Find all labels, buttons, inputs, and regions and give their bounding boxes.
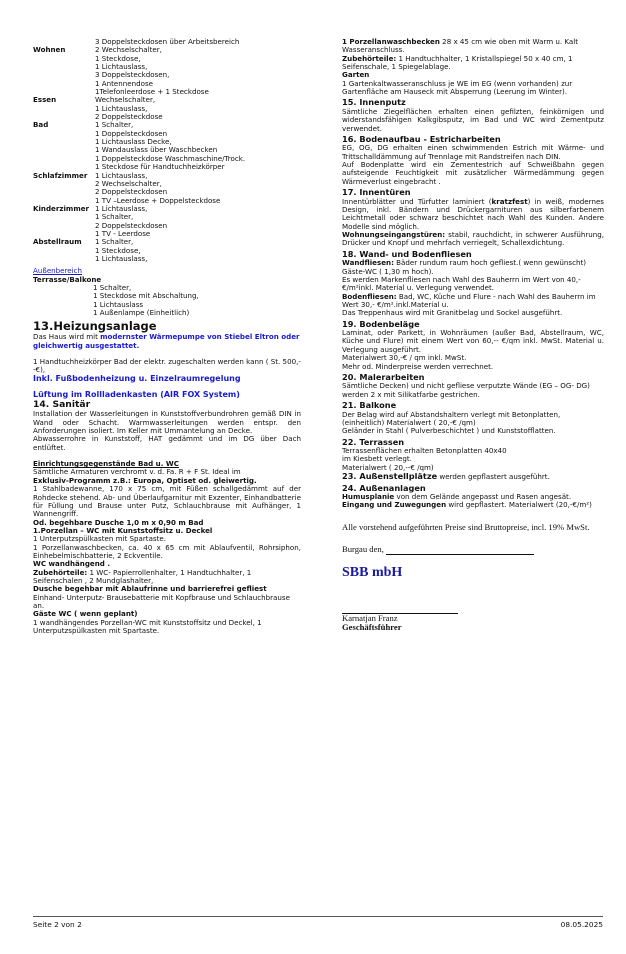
section-16-text-a: EG, OG, DG erhalten einen schwimmenden Estrich mit Wärme- und Trittschalldämmung auf Trennlage mit Randstreifen nach DIN. <box>342 143 604 161</box>
section-16-text-b: Auf Bodenplatte wird ein Zementestrich auf Schweißbahn gegen aufsteigende Feuchtigkeit mit zusätzlicher Wärmedämmung gegen Wärmeverlust eingebracht . <box>342 160 604 186</box>
section-17-doors: Wohnungseingangstüren: stabil, rauchdicht, in schwerer Ausführung, Drücker und Knopf und mehrfach verriegelt, Schallexdichtung. <box>342 230 604 248</box>
signer-name: Karnatjan Franz <box>342 613 398 624</box>
outlet-item: 1 Doppelsteckdose Waschmaschine/Trock. <box>95 153 246 163</box>
outlet-item: 1 Schalter, <box>95 212 134 222</box>
outlet-item: 1 Lichtauslass Decke, <box>95 137 172 147</box>
section-15-text: Sämtliche Ziegelflächen erhalten einen gefilzten, feinkörnigen und widerstandsfähigen Kalkgibsputz, im Bad und WC wird Zementputz verwendet. <box>342 106 604 133</box>
right-p2: Zubehörteile: 1 Handtuchhalter, 1 Kristallspiegel 50 x 40 cm, 1 Seifenschale, 1 Spiegelablage. <box>342 53 573 72</box>
sanitaer-p6: 1 Porzellanwaschbecken, ca. 40 x 65 cm mit Ablaufventil, Rohrsiphon, Einhebelmischbatterie, 2 Eckventile. <box>33 542 301 560</box>
room-label: Abstellraum <box>33 237 82 247</box>
sanitaer-p3b: Exklusiv-Programm z.B.: Europa, Optiset od. gleiwertig. <box>33 475 257 485</box>
outlet-item: 1 Schalter, <box>95 237 134 247</box>
section-18-treppe: Das Treppenhaus wird mit Granitbelag und Sockel ausgeführt. <box>342 308 563 318</box>
sanitaer-p5: 1.Porzellan – WC mit Kunststoffsitz u. Deckel <box>33 525 213 535</box>
outlet-item: 1 Schalter, <box>95 120 134 130</box>
room-spacer <box>33 63 95 71</box>
outlet-item: 3 Doppelsteckdosen, <box>95 70 170 80</box>
room-label: Schlafzimmer <box>33 170 88 180</box>
room-spacer <box>33 71 95 79</box>
ort-datum-line: Burgau den, <box>342 544 604 555</box>
heizung-text: Das Haus wird mit modernster Wärmepumpe von Stiebel Eltron oder gleichwertig ausgestattet. <box>33 332 300 350</box>
outlet-item: 1 Doppelsteckdosen <box>95 128 168 138</box>
section-21-title: 21. Balkone <box>342 400 397 411</box>
sanitaer-p9: Dusche begehbar mit Ablaufrinne und barrierefrei gefliest <box>33 584 267 594</box>
outlet-item: 1 Steckdose, <box>95 245 141 255</box>
section-19-text-b: Materialwert 30,-€ / qm inkl. MwSt. <box>342 353 467 363</box>
section-15-title: 15. Innenputz <box>342 97 406 108</box>
room-label: Essen <box>33 95 57 105</box>
room-spacer <box>33 255 95 263</box>
room-spacer <box>33 105 95 113</box>
lueftung-text: Lüftung im Rollladenkasten (AIR FOX System) <box>33 390 240 400</box>
outlet-item: 1 TV - Leerdose <box>95 228 151 238</box>
electrical-list <box>33 38 301 263</box>
section-21-text-b: Geländer in Stahl ( Pulverbeschichtet ) und Kunststofflatten. <box>342 426 556 436</box>
outlet-item: 2 Wechselschalter, <box>95 178 162 188</box>
company-signature: SBB mbH <box>342 564 403 580</box>
outlet-item: 1 Lichtauslass, <box>95 103 148 113</box>
terrasse-heading: Terrasse/Balkone <box>33 274 102 284</box>
page-number: Seite 2 von 2 <box>33 920 82 929</box>
room-spacer <box>33 222 95 230</box>
outlet-item: 1 Lichtauslass, <box>95 203 148 213</box>
section-19-title: 19. Bodenbeläge <box>342 318 420 329</box>
aussen-item: 1 Lichtauslass <box>93 299 144 309</box>
section-20-text: Sämtliche Decken) und nicht gefliese verputzte Wände (EG – OG- DG) werden 2 x mit Silikatfarbe gestrichen. <box>342 381 590 399</box>
right-p1: 1 Porzellanwaschbecken 28 x 45 cm wie oben mit Warm u. Kalt Wasseranschluss. <box>342 37 579 55</box>
outlet-item: 2 Doppelsteckdosen <box>95 187 168 197</box>
room-spacer <box>33 130 95 138</box>
section-21-text-a: Der Belag wird auf Abstandshaltern verlegt mit Betonplatten, (einheitlich) Materialwert ( 20,-€ /qm) <box>342 409 561 427</box>
preise-text: Alle vorstehend aufgeführten Preise sind Bruttopreise, incl. 19% MwSt. <box>342 521 590 532</box>
room-label: Bad <box>33 120 49 130</box>
aussen-item: 1 Schalter, <box>93 282 132 292</box>
signer-role: Geschäftsführer <box>342 622 402 633</box>
sanitaer-p11: Gäste WC ( wenn geplant) <box>33 609 138 619</box>
section-18-boden: Bodenfliesen: Bad, WC, Küche und Flure - nach Wahl des Bauherrn im Wert 30,- €/m².inkl.Material u. <box>342 291 596 309</box>
sanitaer-title: 14. Sanitär <box>33 399 91 411</box>
section-18-wand: Wandfliesen: Bäder rundum raum hoch gefliest.( wenn gewünscht) Gäste-WC ( 1,30 m hoch). <box>342 258 587 276</box>
section-24-title: 24. Außenanlagen <box>342 482 426 493</box>
heizung-title: 13.Heizungsanlage <box>33 319 157 334</box>
aussenbereich-link[interactable]: Außenbereich <box>33 266 83 276</box>
section-24-text-a: Humusplanie von dem Gelände angepasst und Rasen angesät. <box>342 492 572 502</box>
outlet-item: 1Telefonleerdose + 1 Steckdose <box>95 87 209 97</box>
section-22-text-a: Terrassenflächen erhalten Betonplatten 40x40 <box>342 446 507 456</box>
room-spacer <box>33 180 95 188</box>
aussen-item: 1 Steckdose mit Abschaltung, <box>93 291 199 301</box>
section-17-title: 17. Innentüren <box>342 187 411 198</box>
room-spacer <box>33 55 95 63</box>
room-spacer <box>33 213 95 221</box>
outlet-item: 1 Wandauslass über Waschbecken <box>95 145 218 155</box>
page-footer <box>33 916 603 929</box>
sanitaer-p5b: 1 Unterputzspülkasten mit Spartaste. <box>33 534 167 544</box>
einrichtung-heading: Einrichtungsgegenstände Bad u. WC <box>33 459 179 469</box>
section-22-text-b: im Kiesbett verlegt. <box>342 454 412 464</box>
sanitaer-p3: Sämtliche Armaturen verchromt v. d. Fa. R + F St. Ideal im <box>33 467 241 477</box>
sanitaer-p7: WC wandhängend . <box>33 559 111 569</box>
room-spacer <box>33 155 95 163</box>
outlet-item: 1 Lichtauslass, <box>95 170 148 180</box>
sanitaer-p8: Zubehörteile: 1 WC- Papierrollenhalter, 1 Handtuchhalter, 1 Seifenschalen , 2 Mundglashalter, <box>33 567 252 585</box>
section-18-marken: Es werden Markenfliesen nach Wahl des Bauherrn im Wert von 40,- €/m²inkl. Material u. Verlegung verwendet. <box>342 274 581 293</box>
room-spacer <box>33 80 95 88</box>
outlet-item: 1 Antennendose <box>95 78 154 88</box>
outlet-item: 2 Doppelsteckdose <box>95 112 163 122</box>
room-spacer <box>33 146 95 154</box>
section-19-text-c: Mehr od. Minderpreise werden verrechnet. <box>342 361 494 371</box>
room-label: Kinderzimmer <box>33 203 90 213</box>
outlet-item: 1 Steckdose, <box>95 53 141 63</box>
fussboden-text: Inkl. Fußbodenheizung u. Einzelraumregelung <box>33 373 241 383</box>
outlet-item: 1 TV –Leerdose + Doppelsteckdose <box>95 195 221 205</box>
sanitaer-p10: Einhand- Unterputz- Brausebatterie mit Kopfbrause und Schlauchbrause an. <box>33 592 290 610</box>
right-column <box>342 38 604 632</box>
outlet-item: 1 Steckdose für Handtuchheizkörper <box>95 162 225 172</box>
outlet-item: 1 Lichtauslass, <box>95 253 148 263</box>
outlet-item: 2 Doppelsteckdosen <box>95 220 168 230</box>
footer-date: 08.05.2025 <box>560 920 603 929</box>
left-column <box>33 38 301 635</box>
section-24-text-b: Eingang und Zuwegungen wird gepflastert. Materialwert (20,-€/m²) <box>342 500 592 510</box>
section-22-title: 22. Terrassen <box>342 436 405 447</box>
outlet-item: Wechselschalter, <box>95 95 156 105</box>
outlet-item: 3 Doppelsteckdosen über Arbeitsbereich <box>95 37 240 46</box>
sanitaer-p1: Installation der Wasserleitungen in Kunststoffverbundrohren gemäß DIN in Wand oder Schacht. Warmwasserleitungen werden entspr. den Anforderungen isoliert. Im Keller mit Ummantelung an Decke. <box>33 409 301 436</box>
section-18-title: 18. Wand- und Bodenfliesen <box>342 248 472 259</box>
room-spacer <box>33 188 95 196</box>
aussen-item: 1 Außenlampe (Einheitlich) <box>93 308 190 317</box>
sanitaer-p12: 1 wandhängendes Porzellan-WC mit Kunststoffsitz und Deckel, 1 Unterputzspülkasten mit Spartaste. <box>33 617 262 635</box>
section-19-text-a: Laminat, oder Parkett, in Wohnräumen (außer Bad, Abstellraum, WC, Küche und Flure) mit einem Wert von 60,-- €/qm inkl. MwSt. Material u. Verlegung ausgeführt. <box>342 328 604 354</box>
outlet-item: 2 Wechselschalter, <box>95 45 162 55</box>
room-spacer <box>33 138 95 146</box>
section-17-text: Innentürblätter und Türfutter laminiert (kratzfest) in weiß, modernes Design, inkl. Bändern und Drückergarnituren aus silberfarbenem Leichtmetall oder schwarz beschichtet nach Wahl des Kunden. Andere Modelle sind möglich. <box>342 196 605 231</box>
section-16-title: 16. Bodenaufbau - Estricharbeiten <box>342 133 501 144</box>
handtuch-text: 1 Handtuchheizkörper Bad der elektr. zugeschalten werden kann ( St. 500,--€), <box>33 357 301 375</box>
outlet-item: 1 Lichtauslass, <box>95 62 148 72</box>
sanitaer-p4b: Od. begehbare Dusche 1,0 m x 0,90 m Bad <box>33 517 204 527</box>
room-spacer <box>33 247 95 255</box>
garten-text: 1 Gartenkaltwasseranschluss je WE im EG (wenn vorhanden) zur Gartenfläche am Hauseck mit Absperrung (Leerung im Winter). <box>342 78 573 97</box>
section-23: 23. Außenstellplätze werden gepflastert ausgeführt. <box>342 471 550 482</box>
sanitaer-p4: 1 Stahlbadewanne, 170 x 75 cm, mit Füßen schallgedämmt auf der Rohdecke stehend. Ab- und Überlaufgarnitur mit Exzenter, Einhandbatterie für Füllung und Brause unter Putz, Schlauchbrause mit Aufhänger, 1 Wannengriff. <box>33 484 301 519</box>
room-label: Wohnen <box>33 45 66 55</box>
sanitaer-p2: Abwasserrohre in Kunststoff, HAT gedämmt und im DG über Dach entlüftet. <box>33 434 301 452</box>
section-22-text-c: Materialwert ( 20,--€ /qm) <box>342 462 434 472</box>
garten-heading: Garten <box>342 70 370 80</box>
section-20-title: 20. Malerarbeiten <box>342 371 425 382</box>
